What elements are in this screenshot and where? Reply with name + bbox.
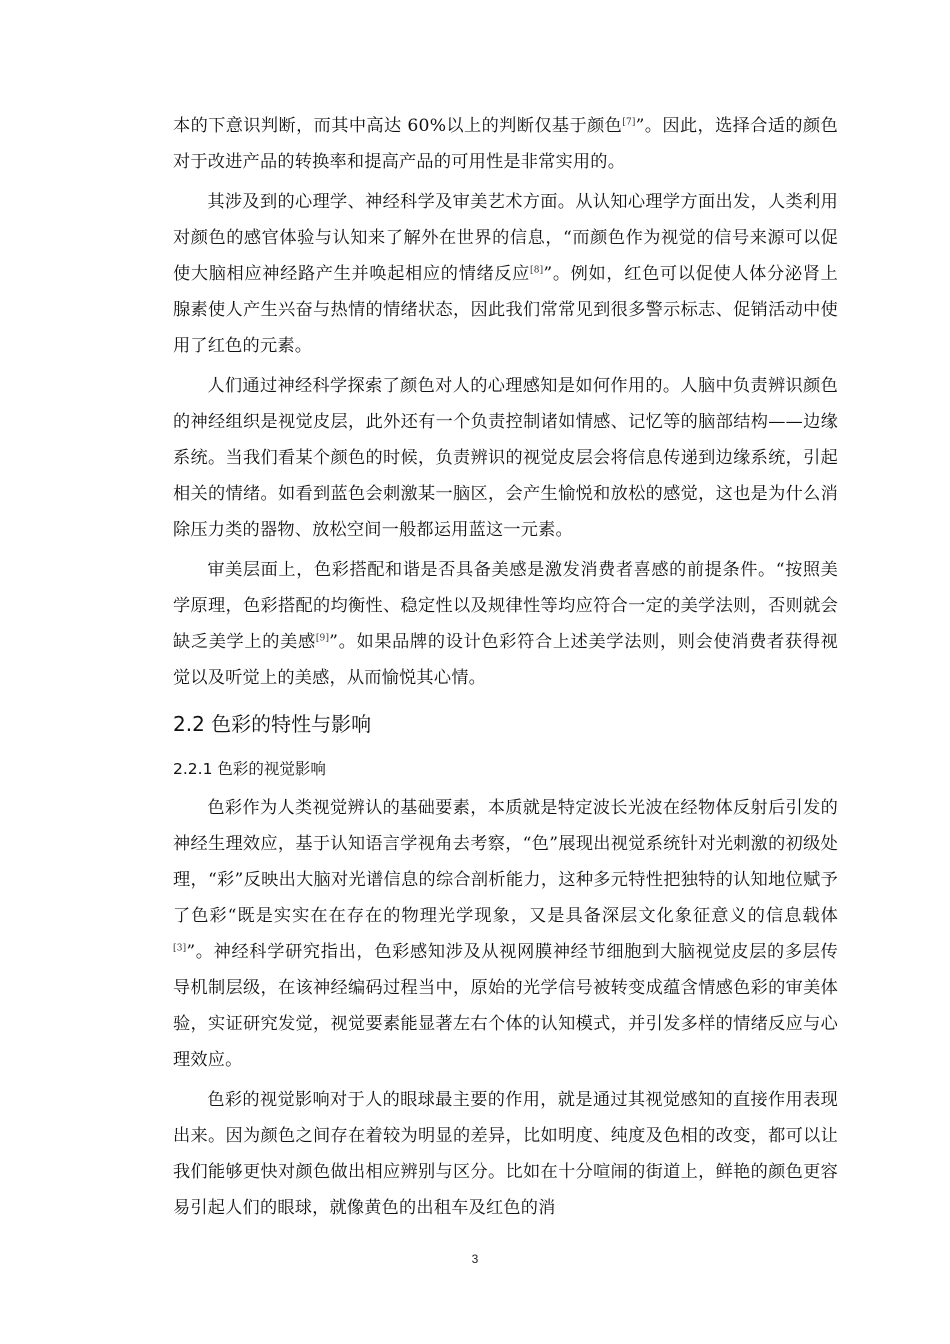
paragraph-text: 审美层面上，色彩搭配和谐是否具备美感是激发消费者喜感的前提条件。“按照美学原理，色彩搭配的均衡性、稳定性以及规律性等均应符合一定的美学法则，否则就会缺乏美学上的美感	[173, 560, 838, 652]
citation-8: [8]	[530, 265, 544, 276]
paragraph-visual-impact: 色彩的视觉影响对于人的眼球最主要的作用，就是通过其视觉感知的直接作用表现出来。因为颜色之间存在着较为明显的差异，比如明度、纯度及色相的改变，都可以让我们能够更快对颜色做出相应辨别与区分。比如在十分喧闹的街道上，鲜艳的颜色更容易引起人们的眼球，就像黄色的出租车及红色的消	[173, 1090, 838, 1218]
paragraph-neuroscience: 人们通过神经科学探索了颜色对人的心理感知是如何作用的。人脑中负责辨识颜色的神经组织是视觉皮层，此外还有一个负责控制诸如情感、记忆等的脑部结构——边缘系统。当我们看某个颜色的时候，负责辨识的视觉皮层会将信息传递到边缘系统，引起相关的情绪。如看到蓝色会刺激某一脑区，会产生愉悦和放松的感觉，这也是为什么消除压力类的器物、放松空间一般都运用蓝这一元素。	[173, 376, 838, 540]
paragraph-text: 本的下意识判断，而其中高达 60%以上的判断仅基于颜色	[173, 116, 623, 136]
paragraph-text: ”。因此，选择合适的颜色对于改进产品的转换率和提高产品的可用性是非常实用的。	[173, 116, 838, 172]
paragraph-color-definition	[173, 790, 838, 1078]
citation-7: [7]	[622, 117, 636, 128]
paragraph-text: 其涉及到的心理学、神经科学及审美艺术方面。从认知心理学方面出发，人类利用对颜色的感官体验与认知来了解外在世界的信息，“而颜色作为视觉的信号来源可以促使大脑相应神经路产生并唤起相应的情绪反应	[173, 192, 838, 284]
subsection-heading: 2.2.1 色彩的视觉影响	[173, 760, 326, 778]
paragraph-continuation	[173, 108, 838, 180]
page-body	[173, 108, 838, 1230]
paragraph-text: ”。例如，红色可以促使人体分泌肾上腺素使人产生兴奋与热情的情绪状态，因此我们常常见到很多警示标志、促销活动中使用了红色的元素。	[173, 264, 838, 356]
citation-3: [3]	[173, 943, 187, 954]
paragraph-text: ”。神经科学研究指出，色彩感知涉及从视网膜神经节细胞到大脑视觉皮层的多层传导机制层级，在该神经编码过程当中，原始的光学信号被转变成蕴含情感色彩的审美体验，实证研究发觉，视觉要素能显著左右个体的认知模式，并引发多样的情绪反应与心理效应。	[173, 942, 838, 1070]
paragraph-text: 色彩作为人类视觉辨认的基础要素，本质就是特定波长光波在经物体反射后引发的神经生理效应，基于认知语言学视角去考察，“色”展现出视觉系统针对光刺激的初级处理，“彩”反映出大脑对光谱信息的综合剖析能力，这种多元特性把独特的认知地位赋予了色彩“既是实实在在存在的物理光学现象，又是具备深层文化象征意义的信息载体	[173, 798, 838, 926]
section-heading: 2.2 色彩的特性与影响	[173, 712, 372, 736]
paragraph-text: ”。如果品牌的设计色彩符合上述美学法则，则会使消费者获得视觉以及听觉上的美感，从而愉悦其心情。	[173, 632, 838, 688]
paragraph-psychology	[173, 184, 838, 364]
citation-9: [9]	[315, 633, 330, 644]
page-number: 3	[471, 1252, 479, 1266]
paragraph-aesthetics	[173, 552, 838, 696]
